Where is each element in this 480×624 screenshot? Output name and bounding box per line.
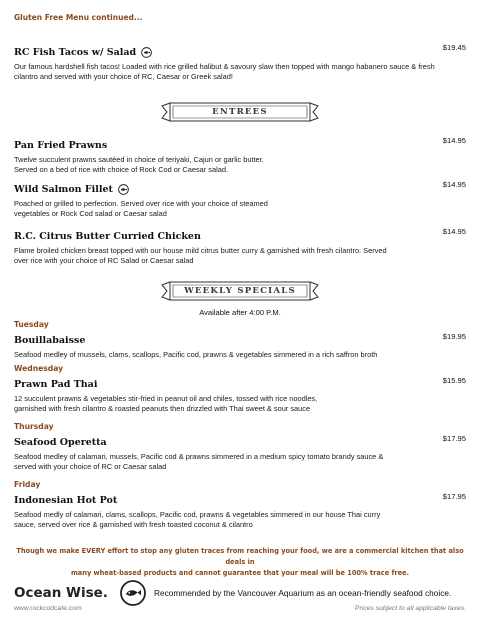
- menu-item-description: Twelve succulent prawns sautéed in choice of teriyaki, Cajun or garlic butter. Served on a bed of rice with choice of Rock Cod or Caesar salad.: [14, 155, 264, 175]
- special-day: Friday: [14, 480, 41, 489]
- menu-item-price: $17.95: [442, 434, 466, 443]
- ocean-wise-logo-icon: [120, 580, 146, 606]
- weekly-specials-banner: [160, 279, 320, 303]
- menu-item-wild-salmon-fillet: [14, 179, 466, 220]
- menu-item-description: Seafood medly of calamari, clams, scallops, Pacific cod, prawns & vegetables simmered in our house Thai curry sauce, served over rice & garnished with fresh toasted coconut & cilantro: [14, 510, 381, 530]
- menu-item-price: $17.95: [442, 492, 466, 501]
- menu-item-name: Bouillabaisse: [14, 335, 86, 346]
- page-continued-heading: Gluten Free Menu continued...: [14, 13, 143, 22]
- menu-item-description: Poached or grilled to perfection. Served over rice with your choice of steamed vegetables or Rock Cod salad or Caesar salad: [14, 199, 268, 219]
- menu-item-name: Prawn Pad Thai: [14, 379, 98, 390]
- ocean-wise-recommendation: Recommended by the Vancouver Aquarium as an ocean-friendly seafood choice.: [154, 588, 452, 598]
- menu-item-price: $14.95: [442, 136, 466, 145]
- menu-item-description: 12 succulent prawns & vegetables stir-fried in peanut oil and chiles, tossed with rice noodles, garnished with fresh cilantro & roasted peanuts then drizzled with Thai sweet & sour sauce: [14, 394, 318, 414]
- special-tuesday: [14, 320, 466, 360]
- special-thursday: [14, 422, 466, 473]
- special-friday: [14, 480, 466, 531]
- taxes-note: Prices subject to all applicable taxes.: [354, 605, 466, 612]
- ocean-wise-fish-icon: [141, 47, 152, 58]
- menu-item-pan-fried-prawns: [14, 135, 466, 176]
- menu-item-name: RC Fish Tacos w/ Salad: [14, 47, 152, 58]
- menu-item-fish-tacos: [14, 42, 466, 83]
- menu-item-description: Flame broiled chicken breast topped with our house mild citrus butter curry & garnished with fresh cilantro. Served over rice with your choice of RC Salad or Caesar salad: [14, 246, 387, 266]
- gluten-disclaimer: Though we make EVERY effort to stop any gluten traces from reaching your food, we are a commercial kitchen that also deals in many wheat-based products and cannot guarantee that your meal will be 100% trace free.: [16, 547, 464, 577]
- website-link[interactable]: www.rockcodcafe.com: [14, 605, 82, 612]
- ocean-wise-name: Ocean Wise.: [14, 585, 108, 601]
- special-day: Thursday: [14, 422, 54, 431]
- special-wednesday: [14, 364, 466, 415]
- menu-item-name: Seafood Operetta: [14, 437, 107, 448]
- menu-item-price: $19.45: [442, 43, 466, 52]
- specials-availability: Available after 4:00 P.M.: [199, 308, 281, 317]
- menu-item-description: Seafood medley of mussels, clams, scallops, Pacific cod, prawns & vegetables simmered in a rich saffron broth: [14, 350, 378, 359]
- entrees-banner: [160, 100, 320, 124]
- menu-item-citrus-curried-chicken: [14, 226, 466, 267]
- special-day: Tuesday: [14, 320, 49, 329]
- special-day: Wednesday: [14, 364, 64, 373]
- menu-item-name: Wild Salmon Fillet: [14, 184, 129, 195]
- entrees-title: ENTREES: [212, 107, 268, 117]
- menu-item-price: $15.95: [442, 376, 466, 385]
- menu-item-name: Pan Fried Prawns: [14, 140, 108, 151]
- menu-item-description: Our famous hardshell fish tacos! Loaded with rice grilled halibut & savoury slaw then topped with mango habanero sauce & fresh cilantro and served with your choice of RC, Caesar or Greek salad!: [14, 62, 435, 82]
- menu-item-price: $14.95: [442, 227, 466, 236]
- menu-item-price: $14.95: [442, 180, 466, 189]
- menu-item-name: R.C. Citrus Butter Curried Chicken: [14, 231, 201, 242]
- weekly-specials-title: WEEKLY SPECIALS: [184, 286, 296, 296]
- menu-item-name: Indonesian Hot Pot: [14, 495, 118, 506]
- menu-item-price: $19.95: [442, 332, 466, 341]
- menu-item-description: Seafood medley of calamari, mussels, Pacific cod & prawns simmered in a medium spicy tomato brandy sauce & served with your choice of RC or Caesar salad: [14, 452, 384, 472]
- ocean-wise-fish-icon: [118, 184, 129, 195]
